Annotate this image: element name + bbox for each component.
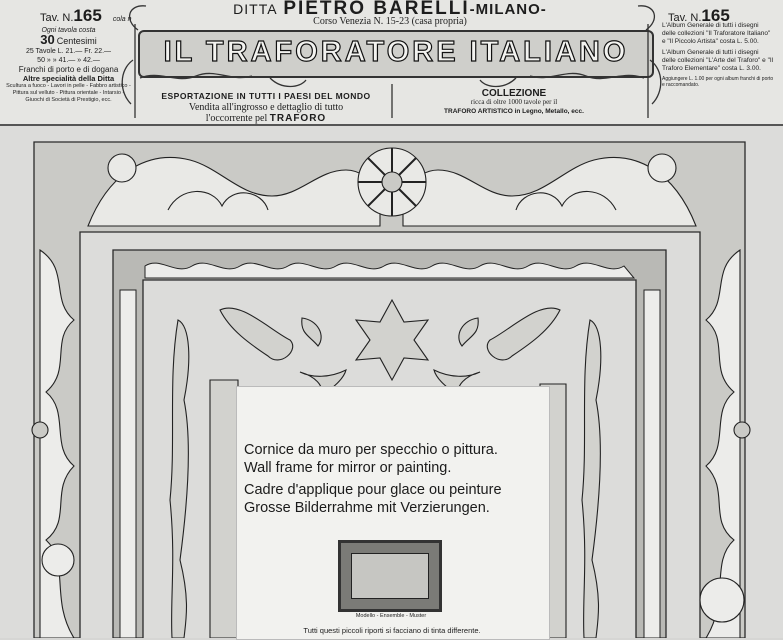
price-row: 25 Tavole L. 21.— Fr. 22.— — [25, 48, 112, 55]
specialties-heading: Altre specialità della Ditta — [22, 74, 115, 83]
company-city: -MILANO- — [469, 1, 547, 18]
publication-title: IL TRAFORATORE ITALIANO — [163, 36, 629, 68]
thumbnail-mirror — [351, 553, 429, 599]
description-german: Grosse Bilderrahme mit Verzierungen. — [244, 500, 490, 516]
thumbnail-caption: Modello - Ensemble - Muster — [355, 613, 427, 619]
price-label: Ogni tavola costa — [41, 27, 96, 34]
company-address: Corso Venezia N. 15-23 (casa propria) — [313, 16, 467, 27]
price-row: 50 » » 41.— » 42.— — [37, 57, 100, 64]
occurrent-line — [150, 113, 382, 124]
plate-note: cola n — [112, 16, 132, 23]
occurrent-text: l'occorrente pel — [205, 113, 268, 124]
header — [0, 0, 783, 126]
description-english: Wall frame for mirror or painting. — [244, 460, 452, 476]
collection-title: COLLEZIONE — [481, 88, 547, 99]
assembled-model-thumbnail — [338, 540, 442, 612]
collection-line: TRAFORO ARTISTICO in Legno, Metallo, ecc. — [444, 108, 584, 115]
plate-prefix: Tav. N. — [668, 12, 702, 24]
export-block — [150, 91, 382, 124]
shipping-note: Franchi di porto e di dogana — [18, 65, 119, 74]
plate-prefix: Tav. N. — [40, 12, 74, 24]
collection-line: ricca di oltre 1000 tavole per il — [470, 98, 558, 106]
specialties-list: Scultura a fuoco - Lavori in pelle - Fabbro artistico - Pittura sul velluto - Pittura orientale - Intarsio - Giuochi di Società di Prestigio, ecc. — [6, 83, 131, 103]
bottom-note: Tutti questi piccoli riporti si facciano di tinta differente. — [303, 626, 481, 635]
sale-line: Vendita all'ingrosso e dettaglio di tutto — [188, 102, 344, 113]
description-french: Cadre d'applique pour glace ou peinture — [244, 482, 502, 498]
company-name: PIETRO BARELLI — [283, 0, 470, 19]
album-line: L'Album Generale di tutti i disegni delle collezioni "L'Arte del Traforo" e "Il Traforo Elementare" costa L. 3.00. — [662, 49, 774, 72]
ditta-label: DITTA — [233, 1, 278, 17]
traforo-word: TRAFORO — [269, 113, 327, 124]
description-text — [244, 441, 502, 517]
album-line: Aggiungere L. 1.00 per ogni album franchi di porto e raccomandato. — [662, 76, 774, 88]
plate-number: 165 — [73, 6, 102, 25]
plate-number: 165 — [701, 6, 730, 25]
album-line: L'Album Generale di tutti i disegni delle collezioni "Il Traforatore Italiano" e "Il Piccolo Artista" costa L. 5.00. — [662, 22, 771, 45]
description-italian: Cornice da muro per specchio o pittura. — [244, 442, 498, 458]
export-line: ESPORTAZIONE IN TUTTI I PAESI DEL MONDO — [161, 91, 371, 101]
header-scroll-ornaments — [0, 0, 783, 124]
price-unit: Centesimi — [56, 36, 97, 46]
price-value: 30 — [40, 32, 55, 47]
collection-block — [424, 89, 604, 116]
